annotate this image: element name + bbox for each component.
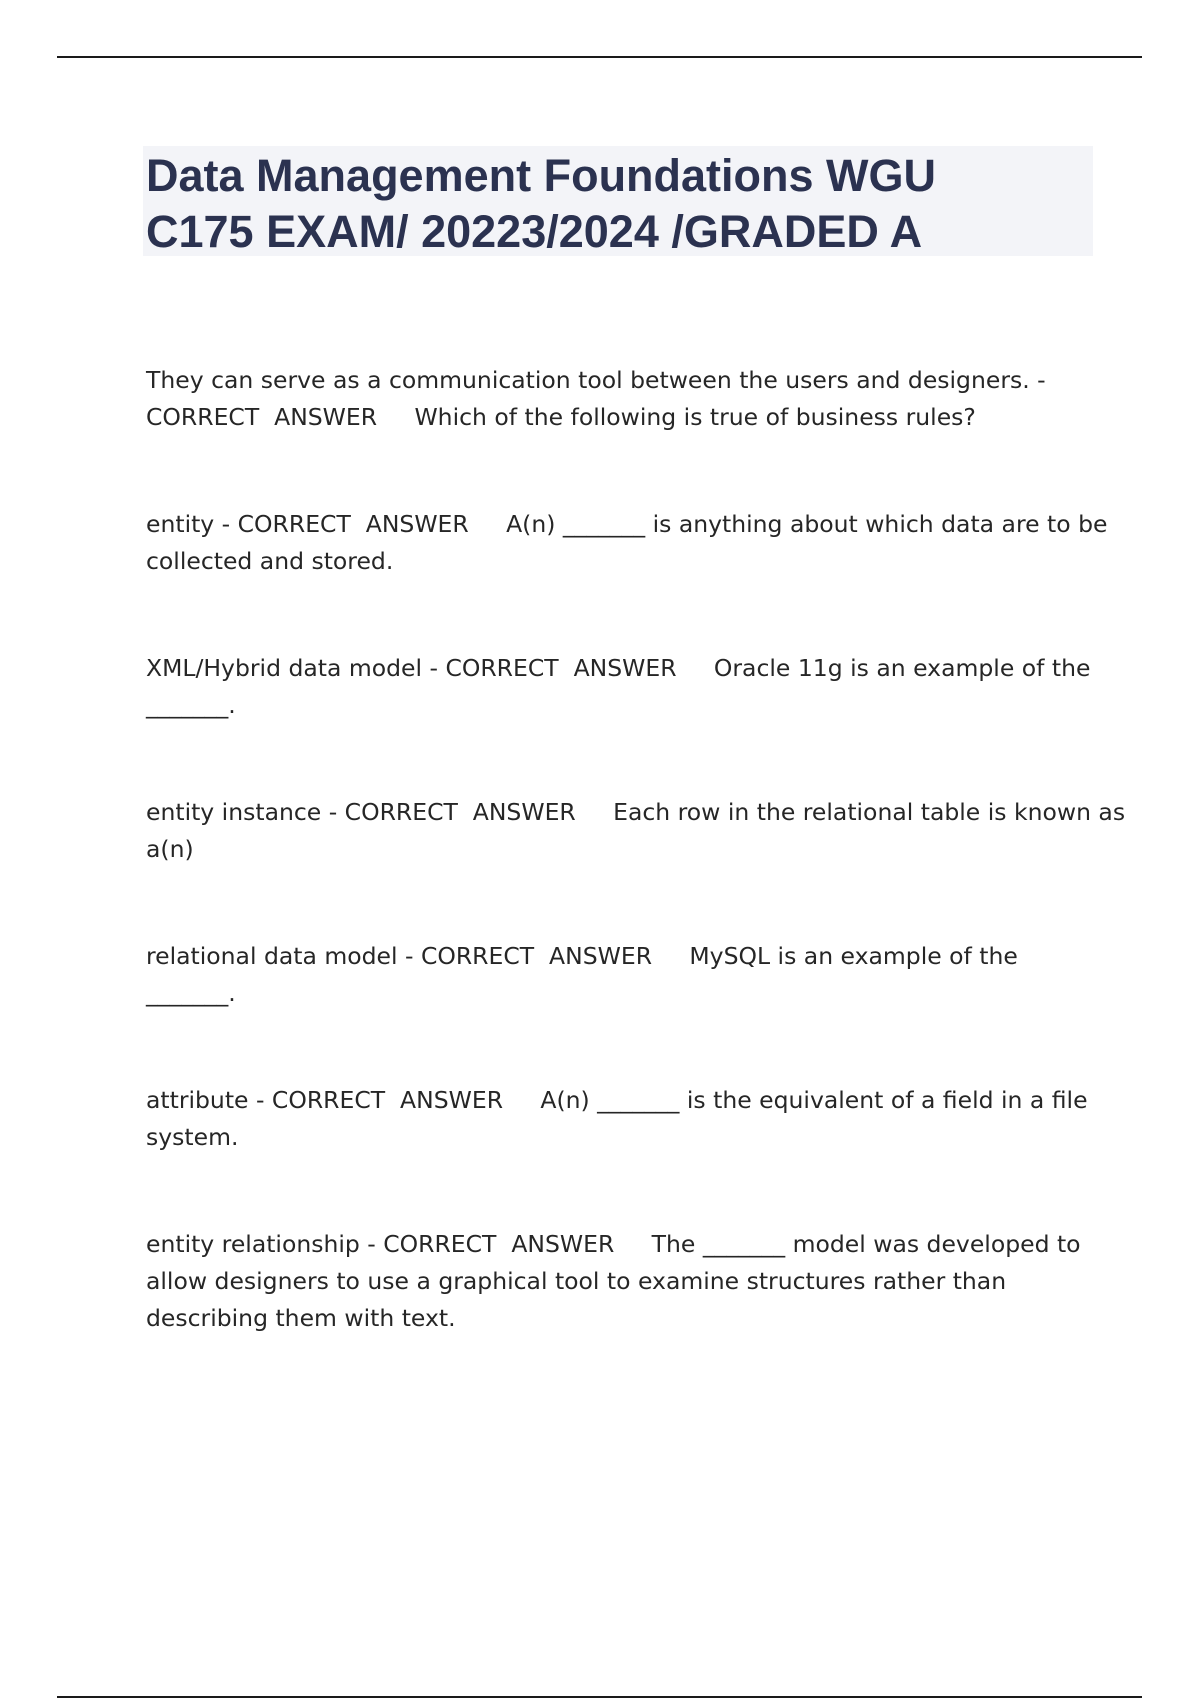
qa-line: system. xyxy=(146,1123,239,1151)
qa-item xyxy=(146,1226,1096,1337)
qa-line: allow designers to use a graphical tool to examine structures rather than xyxy=(146,1267,1007,1295)
qa-item xyxy=(146,506,1108,580)
qa-line: entity relationship - CORRECT ANSWER The _______ model was developed to xyxy=(146,1230,1081,1258)
qa-line: describing them with text. xyxy=(146,1304,456,1332)
title-line-1: Data Management Foundations WGU xyxy=(146,150,937,201)
qa-item xyxy=(146,1082,1096,1156)
bottom-rule xyxy=(57,1696,1142,1698)
qa-line: _______. xyxy=(146,691,236,719)
qa-line: XML/Hybrid data model - CORRECT ANSWER Oracle 11g is an example of the xyxy=(146,654,1091,682)
qa-line: They can serve as a communication tool between the users and designers. - xyxy=(146,366,1046,394)
qa-line: entity instance - CORRECT ANSWER Each row in the relational table is known as xyxy=(146,798,1126,826)
qa-item xyxy=(146,362,1096,436)
qa-line: CORRECT ANSWER Which of the following is true of business rules? xyxy=(146,403,976,431)
qa-list xyxy=(146,362,1126,1407)
qa-line: _______. xyxy=(146,979,236,1007)
title-line-2: C175 EXAM/ 20223/2024 /GRADED A xyxy=(146,206,923,257)
top-rule xyxy=(57,56,1142,58)
qa-line: attribute - CORRECT ANSWER A(n) _______ is the equivalent of a field in a file xyxy=(146,1086,1088,1114)
qa-line: entity - CORRECT ANSWER A(n) _______ is anything about which data are to be xyxy=(146,510,1108,538)
document-title xyxy=(143,146,1093,256)
qa-line: a(n) xyxy=(146,835,194,863)
qa-line: collected and stored. xyxy=(146,547,394,575)
qa-item xyxy=(146,938,1096,1012)
qa-item xyxy=(146,650,1096,724)
qa-line: relational data model - CORRECT ANSWER MySQL is an example of the xyxy=(146,942,1018,970)
qa-item xyxy=(146,794,1126,868)
